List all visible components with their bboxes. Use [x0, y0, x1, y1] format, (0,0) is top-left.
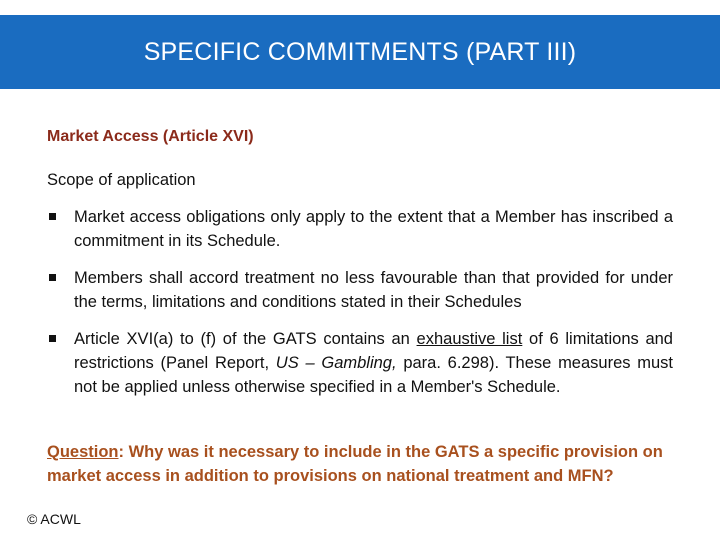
exhaustive-list-text: exhaustive list	[416, 330, 523, 348]
bullet-text-part1: Article XVI(a) to (f) of the GATS contains an	[74, 330, 417, 348]
question-label: Question	[47, 443, 119, 461]
square-bullet-icon	[49, 274, 56, 281]
bullet-list	[47, 205, 673, 412]
bullet-text-part3: para. 6.298). These measures must not be applied unless otherwise specified in a Member's Schedule.	[74, 354, 674, 396]
square-bullet-icon	[49, 213, 56, 220]
case-name: US – Gambling,	[275, 354, 397, 372]
slide-title: SPECIFIC COMMITMENTS (PART III)	[143, 37, 577, 66]
bullet-text: Market access obligations only apply to the extent that a Member has inscribed a commitment in its Schedule.	[74, 208, 673, 250]
section-subtitle: Market Access (Article XVI)	[47, 128, 254, 145]
question-text: : Why was it necessary to include in the GATS a specific provision on market access in addition to provisions on national treatment and MFN?	[47, 443, 663, 485]
title-bar	[0, 15, 720, 89]
bullet-text-part2: of 6 limitations and restrictions (Panel Report,	[74, 330, 673, 372]
question-block	[47, 440, 673, 488]
copyright-footer: © ACWL	[27, 511, 81, 527]
bullet-text: Members shall accord treatment no less favourable than that provided for under the terms, limitations and conditions stated in their Schedules	[74, 269, 673, 311]
square-bullet-icon	[49, 335, 56, 342]
bullet-item-3	[47, 327, 673, 399]
bullet-item-2	[47, 266, 673, 314]
scope-heading: Scope of application	[47, 171, 196, 189]
bullet-item-1	[47, 205, 673, 253]
